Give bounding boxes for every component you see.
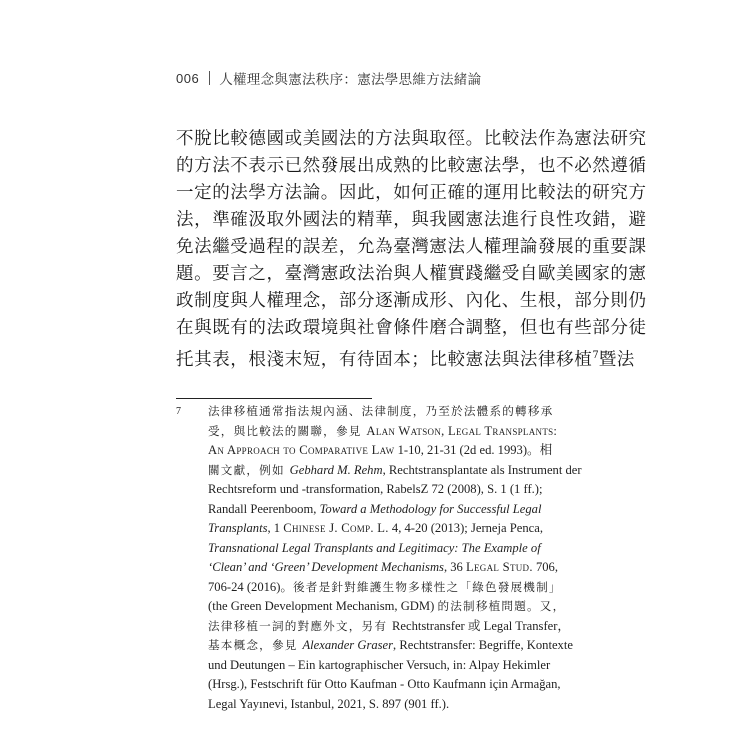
footnote-line (176, 402, 576, 422)
citation: Legal Yayınevi, Istanbul, 2021, S. 897 (901 ff.). (208, 696, 450, 711)
footnote-line (176, 480, 576, 500)
footnote-line (176, 597, 576, 617)
citation: 1-10, 21-31 (2d ed. 1993)。相 (394, 443, 553, 457)
footnote-line (176, 519, 576, 539)
footnote-line (176, 558, 576, 578)
article-title: Transplants (208, 521, 268, 535)
footnote-text: 的法制移植問題。又， (437, 599, 566, 613)
footnote-text: 基本概念，參見 (208, 638, 303, 652)
citation: Alan Watson, Legal Transplants: (366, 423, 558, 438)
footnote-line (176, 636, 576, 656)
footnote-line (176, 441, 576, 461)
citation: , 36 (443, 560, 466, 574)
footnote-line (176, 617, 576, 637)
body-line: 法，準確汲取外國法的精華，與我國憲法進行良性攻錯，避 (176, 210, 647, 230)
citation: 706, (532, 560, 558, 574)
footnote-line (176, 695, 576, 715)
footnote (176, 402, 582, 714)
footnote-line (176, 539, 576, 559)
body-line: 在與既有的法政環境與社會條件磨合調整，但也有些部分徒 (176, 318, 647, 338)
footnote-separator (176, 398, 372, 399)
journal-name: Legal Stud. (466, 560, 533, 574)
footnote-number: 7 (176, 406, 181, 417)
author-name: Alexander Graser (302, 638, 394, 652)
footnote-line (176, 578, 576, 598)
book-title: 人權理念與憲法秩序：憲法學思維方法緒論 (219, 72, 482, 88)
footnote-text: 受，與比較法的關聯，參見 (208, 423, 367, 438)
footnote-line (176, 656, 576, 676)
citation: An Approach to Comparative Law (208, 443, 395, 457)
citation: Rechtstransfer 或 Legal Transfer， (392, 618, 571, 633)
article-title: ‘Clean’ and ‘Green’ Development Mechanisms (208, 560, 444, 574)
running-header (176, 68, 481, 88)
footnote-line (176, 422, 576, 442)
footnote-line (176, 675, 576, 695)
citation: 706-24 (2016)。 (208, 579, 293, 594)
journal-name: Chinese J. Comp. L. (283, 521, 389, 535)
citation: , 1 (267, 521, 284, 535)
citation: (the Green Development Mechanism, GDM) (208, 599, 435, 613)
header-divider (209, 71, 210, 85)
body-line: 題。要言之，臺灣憲政法治與人權實踐繼受自歐美國家的憲 (176, 264, 647, 284)
body-line: 不脫比較德國或美國法的方法與取徑。比較法作為憲法研究 (176, 129, 647, 149)
article-title: Toward a Methodology for Successful Legal (319, 501, 542, 516)
citation: , Rechtstransfer: Begriffe, Kontexte (393, 638, 573, 652)
body-line: 的方法不表示已然發展出成熟的比較憲法學，也不必然遵循 (176, 156, 647, 176)
footnote-text: 後者是針對維護生物多樣性之「綠色發展機制」 (293, 579, 562, 594)
body-text (176, 126, 647, 370)
citation: 4, 4-20 (2013); Jerneja Penca, (388, 521, 543, 535)
body-text-segment: 暨法 (598, 350, 635, 370)
citation: , Rechtstransplantate als Instrument der (382, 462, 582, 477)
footnote-line (176, 461, 582, 481)
citation: und Deutungen – Ein kartographischer Versuch, in: Alpay Hekimler (208, 657, 551, 672)
footnote-text: 法律移植一詞的對應外文，另有 (208, 618, 392, 633)
article-title: Transnational Legal Transplants and Legitimacy: The Example of (208, 540, 541, 555)
body-line: 政制度與人權理念，部分逐漸成形、內化、生根，部分則仍 (176, 291, 647, 311)
footnote-text: 法律移植通常指法規內涵、法律制度，乃至於法體系的轉移承 (208, 404, 554, 418)
citation: Randall Peerenboom, (208, 501, 320, 516)
body-line-last (176, 342, 635, 370)
body-text-segment: 托其表，根淺末短，有待固本；比較憲法與法律移植 (176, 350, 593, 370)
footnote-line (176, 500, 576, 520)
citation: Rechtsreform und -transformation, RabelsZ 72 (2008), S. 1 (1 ff.); (208, 482, 543, 496)
footnote-reference[interactable]: 7 (592, 350, 599, 361)
page-number: 006 (176, 70, 200, 86)
author-name: Gebhard M. Rehm (289, 462, 383, 477)
body-line: 一定的法學方法論。因此，如何正確的運用比較法的研究方 (176, 183, 647, 203)
body-line: 免法繼受過程的誤差，允為臺灣憲法人權理論發展的重要課 (176, 237, 647, 257)
citation: (Hrsg.), Festschrift für Otto Kaufman - Otto Kaufmann için Armağan, (208, 677, 561, 691)
footnote-text: 關文獻，例如 (208, 462, 290, 477)
